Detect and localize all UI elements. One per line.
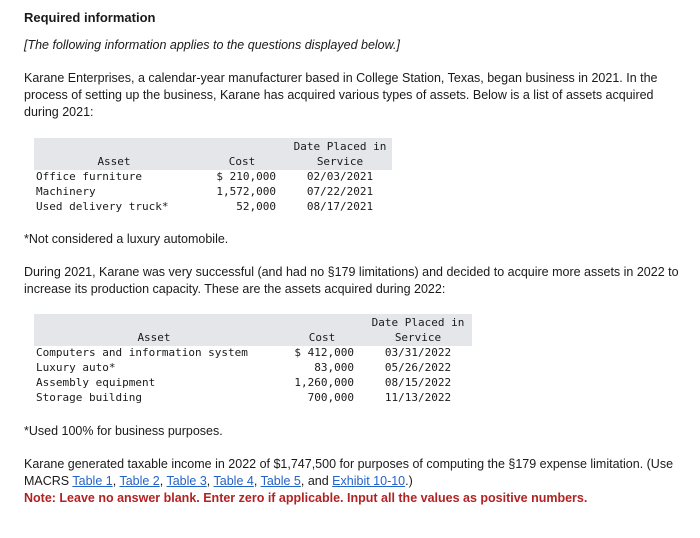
row-2021-2-asset: Used delivery truck* bbox=[36, 200, 169, 213]
paragraph-taxable-income bbox=[24, 456, 684, 507]
row-2022-2-asset: Assembly equipment bbox=[36, 376, 156, 389]
row-2022-0-asset: Computers and information system bbox=[36, 346, 248, 359]
header-cost: Cost bbox=[308, 331, 336, 344]
row-2021-0-date: 02/03/2021 bbox=[306, 170, 374, 183]
row-2021-2-cost: 52,000 bbox=[236, 200, 276, 213]
footnote-business-use: *Used 100% for business purposes. bbox=[24, 424, 223, 438]
link-separator-and: , and bbox=[300, 474, 333, 488]
link-separator: , bbox=[159, 474, 167, 488]
row-2022-2-date: 08/15/2022 bbox=[384, 376, 452, 389]
row-2022-0-cost: $ 412,000 bbox=[294, 346, 354, 359]
link-separator: , bbox=[253, 474, 261, 488]
row-2021-0-cost: $ 210,000 bbox=[216, 170, 276, 183]
row-2022-1-date: 05/26/2022 bbox=[384, 361, 452, 374]
header-date-line2: Service bbox=[316, 155, 364, 168]
link-table-2[interactable]: Table 2 bbox=[119, 474, 160, 488]
header-date-line1: Date Placed in bbox=[293, 140, 387, 153]
row-2021-1-cost: 1,572,000 bbox=[216, 185, 276, 198]
assets-2021-table bbox=[34, 138, 394, 218]
assets-2022-table bbox=[34, 314, 474, 404]
header-asset: Asset bbox=[137, 331, 171, 344]
answer-note: Note: Leave no answer blank. Enter zero if applicable. Input all the values as positive numbers. bbox=[24, 491, 588, 505]
link-table-5[interactable]: Table 5 bbox=[260, 474, 301, 488]
link-exhibit-10-10[interactable]: Exhibit 10-10 bbox=[332, 474, 406, 488]
row-2022-1-asset: Luxury auto* bbox=[36, 361, 116, 374]
paragraph-2022-assets: During 2021, Karane was very successful (and had no §179 limitations) and decided to acquire more assets in 2022 to increase its production capacity. These are the assets acquired during 2022: bbox=[24, 265, 679, 296]
row-2022-0-date: 03/31/2022 bbox=[384, 346, 452, 359]
header-date-line1: Date Placed in bbox=[371, 316, 465, 329]
link-separator: , bbox=[206, 474, 214, 488]
section-heading: Required information bbox=[24, 10, 156, 25]
header-date-line2: Service bbox=[394, 331, 442, 344]
row-2021-1-asset: Machinery bbox=[36, 185, 96, 198]
row-2022-3-cost: 700,000 bbox=[307, 391, 354, 404]
link-table-4[interactable]: Table 4 bbox=[213, 474, 254, 488]
row-2021-2-date: 08/17/2021 bbox=[306, 200, 374, 213]
footnote-luxury-auto: *Not considered a luxury automobile. bbox=[24, 232, 229, 246]
row-2022-3-date: 11/13/2022 bbox=[384, 391, 452, 404]
header-asset: Asset bbox=[97, 155, 131, 168]
header-cost: Cost bbox=[228, 155, 256, 168]
intro-note: [The following information applies to the questions displayed below.] bbox=[24, 38, 400, 52]
paragraph-2021-assets: Karane Enterprises, a calendar-year manufacturer based in College Station, Texas, began business in 2021. In the process of setting up the business, Karane has acquired various types of assets. Below is a list of assets acquired during 2021: bbox=[24, 71, 658, 119]
row-2022-1-cost: 83,000 bbox=[314, 361, 354, 374]
row-2021-1-date: 07/22/2021 bbox=[306, 185, 374, 198]
closing-paren: .) bbox=[405, 474, 413, 488]
taxable-income-text: Karane generated taxable income in 2022 of $1,747,500 for purposes of computing the §179 expense limitation. (Use MACRS bbox=[24, 457, 674, 488]
link-table-3[interactable]: Table 3 bbox=[166, 474, 207, 488]
link-table-1[interactable]: Table 1 bbox=[72, 474, 113, 488]
link-separator: , bbox=[112, 474, 120, 488]
row-2022-2-cost: 1,260,000 bbox=[294, 376, 354, 389]
row-2021-0-asset: Office furniture bbox=[36, 170, 142, 183]
row-2022-3-asset: Storage building bbox=[36, 391, 142, 404]
